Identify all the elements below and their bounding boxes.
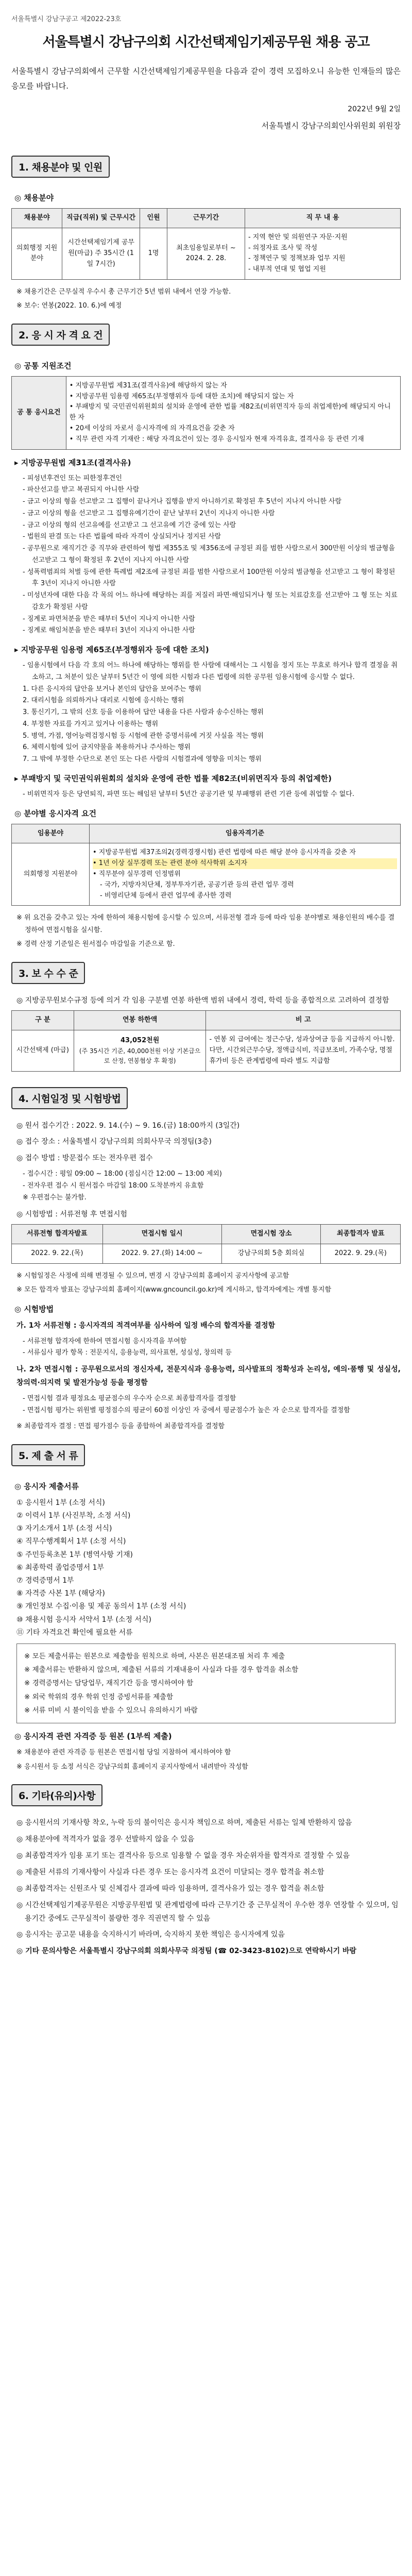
note: ※ 서류 미비 시 불이익을 받을 수 있으니 유의하시기 바람 [24,1706,198,1715]
col-grade: 직급(직위) 및 근무시간 [62,209,140,228]
method-sub-list [16,1336,401,1360]
requirement-item: • 지방공무원 임용령 제65조(부정행위자 등에 대한 조치)에 해당되지 않는 자 [69,392,294,400]
schedule-item: ◎ 접수 장소 : 서울특별시 강남구의회 의회사무국 의정팀(3층) [16,1138,212,1146]
common-requirements-table [11,376,401,450]
note: ※ 제출서류는 반환하지 않으며, 제출된 서류의 기재내용이 사실과 다를 경우 합격을 취소함 [24,1666,299,1674]
requirement-item: • 지방공무원법 제31조(결격사유)에 해당하지 않는 자 [69,381,227,389]
qualification-subheading: ◎ 분야별 응시자격 요건 [14,808,97,818]
table-row [12,1030,401,1071]
field-cell: 의회행정 지원분야 [12,228,62,279]
col-period: 근무기간 [167,209,245,228]
list-item: - 금고 이상의 형을 선고받고 그 집행유예기간이 끝난 날부터 2년이 지나지 아니한 사람 [23,509,275,517]
salary-intro: ◎ 지방공무원보수규정 등에 의거 각 임용 구분별 연봉 하한액 범위 내에서 경력, 학력 등을 종합적으로 고려하여 결정함 [16,996,389,1005]
salary-type-cell: 시간선택제 (마급) [12,1030,74,1071]
list-item: ⑦ 경력증명서 1부 [16,1576,74,1585]
list-item: - 미성년자에 대한 다음 각 목의 어느 하나에 해당하는 죄를 저질러 파면·해임되거나 형 또는 치료감호를 선고받아 그 형 또는 치료감호가 확정된 사람 [23,591,398,611]
table-row [12,1244,401,1264]
note: ※ 위 요건을 갖추고 있는 자에 한하여 채용시험에 응시할 수 있으며, 서류전형 결과 등에 따라 임용 분야별로 채용인원의 배수를 결정하여 면접시험을 실시함. [16,914,394,934]
list-item: - 전자우편 접수 시 원서접수 마감일 18:00 도착분까지 유효함 [23,1182,204,1190]
qual-criteria-cell [90,843,401,906]
section-6-heading: 6. 기타(유의)사항 [11,1784,102,1806]
caution-item: ◎ 최종합격자는 신원조사 및 신체검사 결과에 따라 임용하며, 결격사유가 있는 경우 합격을 취소함 [16,1884,324,1893]
table-row [12,228,401,279]
list-item: - 서류전형 합격자에 한하여 면접시험 응시자격을 부여함 [23,1337,187,1345]
qualification-table [11,824,401,906]
list-item: ※ 우편접수는 불가함. [23,1193,87,1201]
list-item: - 파산선고를 받고 복권되지 아니한 사람 [23,486,140,494]
list-item: ⑨ 개인정보 수집·이용 및 제공 동의서 1부 (소정 서식) [16,1602,186,1611]
note: ※ 채용분야 관련 자격증 등 원본은 면접시험 당일 지참하여 제시하여야 함 [16,1749,231,1757]
misconduct-heading: ▸ 지방공무원 임용령 제65조(부정행위자 등에 대한 조치) [14,645,209,655]
caution-item: ◎ 채용분야에 적격자가 없을 경우 선발하지 않을 수 있음 [16,1835,195,1844]
employment-restriction-heading: ▸ 부패방지 및 국민권익위원회의 설치와 운영에 관한 법률 제82조(비위면직자 등의 취업제한) [14,773,332,783]
list-item: - 법원의 판결 또는 다른 법률에 따라 자격이 상실되거나 정지된 사람 [23,533,221,541]
list-item: - 임용시험에서 다음 각 호의 어느 하나에 해당하는 행위를 한 사람에 대해서는 그 시험을 정지 또는 무효로 하거나 합격 결정을 취소하고, 그 처분이 있은 날부터 5년간 이 영에 의한 시험과 다른 법령에 의한 공무원 임용시험에 응시할 수 없다. [23,662,398,681]
final-result-cell: 2022. 9. 29.(목) [321,1244,401,1264]
list-item: ⑥ 최종학력 졸업증명서 1부 [16,1563,105,1572]
note: ※ 최종합격자 결정 : 면접 평가점수 등을 종합하여 최종합격자를 결정함 [16,1422,225,1431]
doc-result-cell: 2022. 9. 22.(목) [12,1244,103,1264]
duty-item: - 의정자료 조사 및 작성 [248,244,318,252]
page-title: 서울특별시 강남구의회 시간선택제임기제공무원 채용 공고 [42,35,370,50]
exam-method-heading: ◎ 시험방법 [14,1304,54,1314]
note: ※ 모든 합격자 발표는 강남구의회 홈페이지(www.gncouncil.go.kr)에 게시하고, 합격자에게는 개별 통지함 [16,1286,332,1294]
qual-item: • 직무분야 실무경력 인정범위 [93,870,181,878]
duty-item: - 내부적 연대 및 협업 지원 [248,265,326,274]
method-step: 나. 2차 면접시험 : 공무원으로서의 정신자세, 전문지식과 응용능력, 의사발표의 정확성과 논리성, 예의·품행 및 성실성, 창의력·의지력 및 발전가능성 등을 평정함 [16,1365,401,1387]
list-item: - 공무원으로 재직기간 중 직무와 관련하여 형법 제355조 및 제356조에 규정된 죄를 범한 사람으로서 300만원 이상의 벌금형을 선고받고 그 형이 확정된 후 2년이 지나지 아니한 사람 [23,545,395,564]
section-1-heading: 1. 채용분야 및 인원 [11,156,110,178]
list-item: 3. 통신기기, 그 밖의 신호 등을 이용하여 답안 내용을 다른 사람과 송수신하는 행위 [23,708,264,717]
col-interview-place: 면접시험 장소 [221,1225,321,1244]
col-final-result: 최종합격자 발표 [321,1225,401,1244]
recruit-table [11,208,401,280]
list-item: ① 응시원서 1부 (소정 서식) [16,1498,105,1507]
employment-restriction-list [16,789,401,801]
col-doc-result: 서류전형 합격자발표 [12,1225,103,1244]
col-duties: 직 무 내 용 [245,209,400,228]
list-item: - 징계로 파면처분을 받은 때부터 5년이 지나지 아니한 사람 [23,615,195,623]
note: ※ 경력증명서는 담당업무, 재직기간 등을 명시하여야 함 [24,1679,194,1688]
interview-date-cell: 2022. 9. 27.(화) 14:00 ~ [102,1244,221,1264]
caution-item: ◎ 응시자는 공고문 내용을 숙지하시기 바라며, 숙지하지 못한 책임은 응시자에게 있음 [16,1930,285,1939]
caution-item: ◎ 시간선택제임기제공무원은 지방공무원법 및 관계법령에 따라 근무기간 중 근무실적이 우수한 경우 연장할 수 있으며, 임용기간 중에도 근무실적이 불량한 경우 직권면직 할 수 있음 [16,1901,399,1923]
salary-amount-cell [74,1030,206,1071]
docs-notes-box [16,1643,396,1723]
list-item: ⑤ 주민등록초본 1부 (병역사항 기재) [16,1550,133,1559]
list-item: - 접수시간 : 평일 09:00 ~ 18:00 (점심시간 12:00 ~ 13:00 제외) [23,1170,222,1178]
grade-cell: 시간선택제임기제 공무원(마급) 주 35시간 (1일 7시간) [62,228,140,279]
list-item: 4. 부정한 자료를 가지고 있거나 이용하는 행위 [23,720,159,728]
qual-item: • 지방공무원법 제37조의2(경력경쟁시험) 관련 법령에 따른 해당 분야 응시자격을 갖춘 자 [93,849,356,857]
exam-schedule-table [11,1224,401,1264]
note: ※ 채용기간은 근무실적 우수시 총 근무기간 5년 범위 내에서 연장 가능함. [16,287,231,296]
caution-item: ◎ 최종합격자가 임용 포기 또는 결격사유 등으로 임용할 수 없을 경우 차순위자를 합격자로 결정할 수 있음 [16,1851,350,1860]
disqualification-heading: ▸ 지방공무원법 제31조(결격사유) [14,457,131,467]
list-item: ⑩ 채용시험 응시자 서약서 1부 (소정 서식) [16,1615,151,1624]
misconduct-list [16,660,401,766]
salary-note-cell: - 연봉 외 급여에는 정근수당, 성과상여금 등을 지급하지 아니함. 다만, 시간외근무수당, 정액급식비, 직급보조비, 가족수당, 명절휴가비 등은 관계법령에 따라 별도 지급함 [206,1030,401,1071]
list-item: 7. 그 밖에 부정한 수단으로 본인 또는 다른 사람의 시험결과에 영향을 미치는 행위 [23,755,262,764]
duties-cell [245,228,400,279]
notice-number: 서울특별시 강남구공고 제2022-23호 [11,15,122,23]
list-item: - 성폭력범죄의 처벌 등에 관한 특례법 제2조에 규정된 죄를 범한 사람으로서 100만원 이상의 벌금형을 선고받고 그 형이 확정된 후 3년이 지나지 아니한 사람 [23,568,396,588]
note: ※ 시험일정은 사정에 의해 변경될 수 있으며, 변경 시 강남구의회 홈페이지 공지사항에 공고함 [16,1272,289,1280]
issuing-org: 서울특별시 강남구의회인사위원회 위원장 [261,121,401,130]
list-item: 5. 병역, 가점, 영어능력검정시험 등 시험에 관한 증명서류에 거짓 사실을 적는 행위 [23,732,264,740]
section-4-heading: 4. 시험일정 및 시험방법 [11,1087,128,1109]
note: ※ 응시원서 등 소정 서식은 강남구의회 홈페이지 공지사항에서 내려받아 작성함 [16,1762,248,1771]
col-qual-field: 임용분야 [12,824,90,843]
method-step: 가. 1차 서류전형 : 응시자격의 적격여부를 심사하여 일정 배수의 합격자를 결정함 [16,1321,276,1330]
qual-item: - 비영리단체 등에서 관련 업무에 종사한 경력 [100,891,232,900]
col-qual-criteria: 임용자격기준 [90,824,401,843]
contact-item: ◎ 기타 문의사항은 서울특별시 강남구의회 의회사무국 의정팀 (☎ 02-3423-8102)으로 연락하시기 바람 [16,1947,357,1956]
period-cell: 최초임용일로부터 ~ 2024. 2. 28. [167,228,245,279]
duty-item: - 정책연구 및 정책보좌 업무 지원 [248,255,346,263]
duty-item: - 지역 현안 및 의원연구 자문·지원 [248,233,348,241]
list-item: 2. 대리시험을 의뢰하거나 대리로 시험에 응시하는 행위 [23,697,184,705]
col-salary-note: 비 고 [206,1011,401,1030]
qual-field-cell: 의회행정 지원분야 [12,843,90,906]
requirement-item: • 직무 관련 자격 기재란 : 해당 자격요건이 있는 경우 응시일자 현재 자격유효, 결격사유 등 관련 기재 [69,435,364,443]
note: ※ 모든 제출서류는 원본으로 제출함을 원칙으로 하며, 사본은 원본대조필 처리 후 제출 [24,1652,285,1660]
list-item: - 징계로 해임처분을 받은 때부터 3년이 지나지 아니한 사람 [23,626,195,635]
schedule-item: ◎ 접수 방법 : 방문접수 또는 전자우편 접수 [16,1154,153,1163]
schedule-item: ◎ 시험방법 : 서류전형 후 면접시험 [16,1210,127,1218]
common-requirements-cell [66,376,400,449]
intro-text: 서울특별시 강남구의회에서 근무할 시간선택제임기제공무원을 다음과 같이 경력 모집하오니 유능한 인재들의 많은 응모를 바랍니다. [11,66,401,91]
list-item: - 금고 이상의 형을 선고받고 그 집행이 끝나거나 집행을 받지 아니하기로 확정된 후 5년이 지나지 아니한 사람 [23,498,342,506]
col-interview-date: 면접시험 일시 [102,1225,221,1244]
qual-highlight: • 1년 이상 실무경력 또는 관련 분야 석사학위 소지자 [93,858,397,869]
section-3-heading: 3. 보 수 수 준 [11,962,85,984]
notice-date: 2022년 9월 2일 [348,105,401,113]
list-item: - 면접시험 평가는 위원별 평정점수의 평균이 60점 이상인 자 중에서 평균점수가 높은 자 순으로 합격자를 결정함 [23,1406,350,1414]
salary-table [11,1010,401,1071]
salary-amount-detail: (주 35시간 기준, 40,000천원 이상 기본급으로 산정, 연봉협상 후 확정) [79,1047,201,1064]
schedule-item: ◎ 원서 접수기간 : 2022. 9. 14.(수) ~ 9. 16.(금) 18:00까지 (3일간) [16,1121,240,1130]
count-cell: 1명 [140,228,167,279]
col-salary-type: 구 분 [12,1011,74,1030]
caution-item: ◎ 제출된 서류의 기재사항이 사실과 다른 경우 또는 응시자격 요건이 미달되는 경우 합격을 취소함 [16,1868,324,1876]
list-item: - 피성년후견인 또는 피한정후견인 [23,474,122,482]
salary-amount: 43,052천원 [120,1036,160,1044]
method-sub-list [16,1393,401,1417]
common-requirements-label: 공 통 응시요건 [12,376,66,449]
list-item: - 면접시험 결과 평정요소 평균점수의 우수자 순으로 최종합격자를 결정함 [23,1394,236,1402]
docs-heading: ◎ 응시자 제출서류 [14,1481,79,1491]
section-2-heading: 2. 응 시 자 격 요 건 [11,324,110,346]
certificates-heading: ◎ 응시자격 관련 자격증 등 원본 (1부씩 제출) [14,1732,172,1741]
list-item: ⑪ 기타 자격요건 확인에 필요한 서류 [16,1628,133,1637]
interview-place-cell: 강남구의회 5층 회의실 [221,1244,321,1264]
common-requirements-subheading: ◎ 공통 지원조건 [14,361,72,370]
col-count: 인원 [140,209,167,228]
list-item: - 서류심사 평가 항목 : 전문지식, 응용능력, 의사표현, 성실성, 창의력 등 [23,1349,232,1357]
docs-list [16,1497,401,1639]
recruit-field-subheading: ◎ 채용분야 [14,193,54,202]
requirement-item: • 부패방지 및 국민권익위원회의 설치와 운영에 관한 법률 제82조(비위면직자 등의 취업제한)에 해당되지 아니한 자 [69,403,391,422]
note: ※ 외국 학위의 경우 학위 인정 증빙서류를 제출함 [24,1692,174,1701]
col-field: 채용분야 [12,209,62,228]
schedule-sub-list [16,1168,401,1204]
list-item: ③ 자기소개서 1부 (소정 서식) [16,1524,112,1533]
list-item: ④ 직무수행계획서 1부 (소정 서식) [16,1537,126,1546]
list-item: ② 이력서 1부 (사진부착, 소정 서식) [16,1512,131,1520]
caution-item: ◎ 응시원서의 기재사항 착오, 누락 등의 불이익은 응시자 책임으로 하며, 제출된 서류는 일체 반환하지 않음 [16,1819,352,1827]
list-item: - 비위면직자 등은 당연퇴직, 파면 또는 해임된 날부터 5년간 공공기관 및 부패행위 관련 기관 등에 취업할 수 없다. [23,790,355,798]
list-item: 6. 체력시험에 있어 금지약물을 복용하거나 주사하는 행위 [23,743,191,752]
list-item: - 금고 이상의 형의 선고유예를 선고받고 그 선고유예 기간 중에 있는 사람 [23,521,236,529]
requirement-item: • 20세 이상의 자로서 응시자격에 의 자격요건을 갖춘 자 [69,424,235,432]
col-salary-amount: 연봉 하한액 [74,1011,206,1030]
qual-item: - 국가, 지방자치단체, 정부투자기관, 공공기관 등의 관련 업무 경력 [100,880,294,889]
note: ※ 경력 산정 기준일은 원서접수 마감일을 기준으로 함. [16,940,175,948]
section-5-heading: 5. 제 출 서 류 [11,1444,85,1466]
disqualification-list [16,473,401,637]
list-item: 1. 다른 응시자의 답안을 보거나 본인의 답안을 보여주는 행위 [23,685,201,693]
list-item: ⑧ 자격증 사본 1부 (해당자) [16,1589,105,1598]
note: ※ 보수: 연봉(2022. 10. 6.)에 예정 [16,302,122,310]
table-row [12,843,401,906]
